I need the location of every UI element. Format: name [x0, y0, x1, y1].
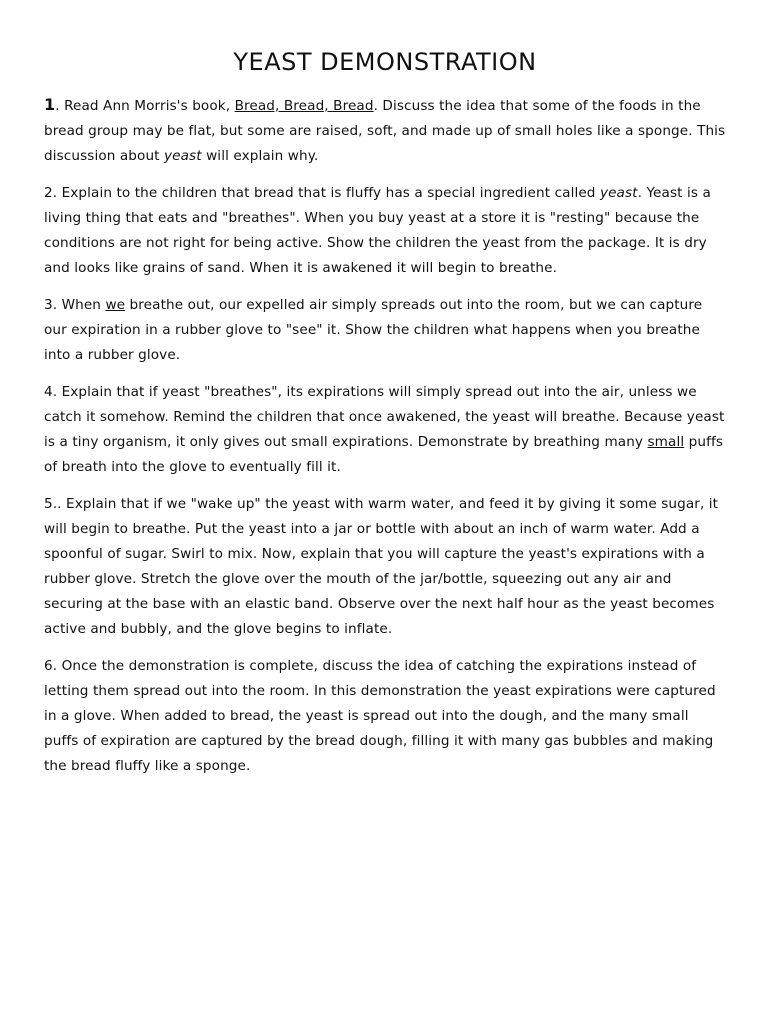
paragraph-1-number: 1: [44, 95, 56, 114]
paragraph-2-text-a: 2. Explain to the children that bread that is fluffy has a special ingredient called: [44, 185, 600, 201]
paragraph-4-text-a: 4. Explain that if yeast "breathes", its expirations will simply spread out into the air, unless we catch it somehow. Remind the children that once awakened, the yeast will breathe. Because yeast is a tiny organism, it only gives out small expirations. Demonstrate by breathing many: [44, 384, 725, 450]
paragraph-2-text-b: . Yeast is a living thing that eats and "breathes". When you buy yeast at a store it is "resting" because the conditions are not right for being active. Show the children the yeast from the package. It is dry and looks like grains of sand. When it is awakened it will begin to breathe.: [44, 185, 711, 276]
paragraph-4: [44, 380, 726, 480]
paragraph-3: [44, 293, 726, 368]
paragraph-3-text-a: 3. When: [44, 297, 106, 313]
document-title: YEAST DEMONSTRATION: [233, 48, 537, 76]
paragraph-4-text-b: puffs of breath into the glove to eventually fill it.: [44, 434, 724, 475]
small-emphasis: small: [647, 434, 685, 450]
paragraph-1-text-b: . Discuss the idea that some of the foods in the bread group may be flat, but some are raised, soft, and made up of small holes like a sponge. This discussion about: [44, 98, 726, 164]
paragraph-5: 5.. Explain that if we "wake up" the yeast with warm water, and feed it by giving it some sugar, it will begin to breathe. Put the yeast into a jar or bottle with about an inch of warm water. Add a spoonful of sugar. Swirl to mix. Now, explain that you will capture the yeast's expirations with a rubber glove. Stretch the glove over the mouth of the jar/bottle, squeezing out any air and securing at the base with an elastic band. Observe over the next half hour as the yeast becomes active and bubbly, and the glove begins to inflate.: [44, 496, 719, 637]
yeast-emphasis-2: yeast: [599, 185, 638, 201]
paragraph-2: [44, 181, 726, 281]
we-emphasis: we: [105, 297, 126, 313]
yeast-emphasis: yeast: [164, 148, 202, 164]
paragraph-1-text-a: . Read Ann Morris's book,: [55, 98, 235, 114]
paragraph-1: [44, 92, 726, 169]
paragraph-6: 6. Once the demonstration is complete, discuss the idea of catching the expirations instead of letting them spread out into the room. In this demonstration the yeast expirations were captured in a glove. When added to bread, the yeast is spread out into the dough, and the many small puffs of expiration are captured by the bread dough, filling it with many gas bubbles and making the bread fluffy like a sponge.: [44, 658, 716, 774]
paragraph-1-text-c: will explain why.: [201, 148, 319, 164]
paragraph-3-text-b: breathe out, our expelled air simply spreads out into the room, but we can capture our expiration in a rubber glove to "see" it. Show the children what happens when you breathe into a rubber glove.: [44, 297, 703, 363]
book-title: Bread, Bread, Bread: [234, 98, 374, 114]
